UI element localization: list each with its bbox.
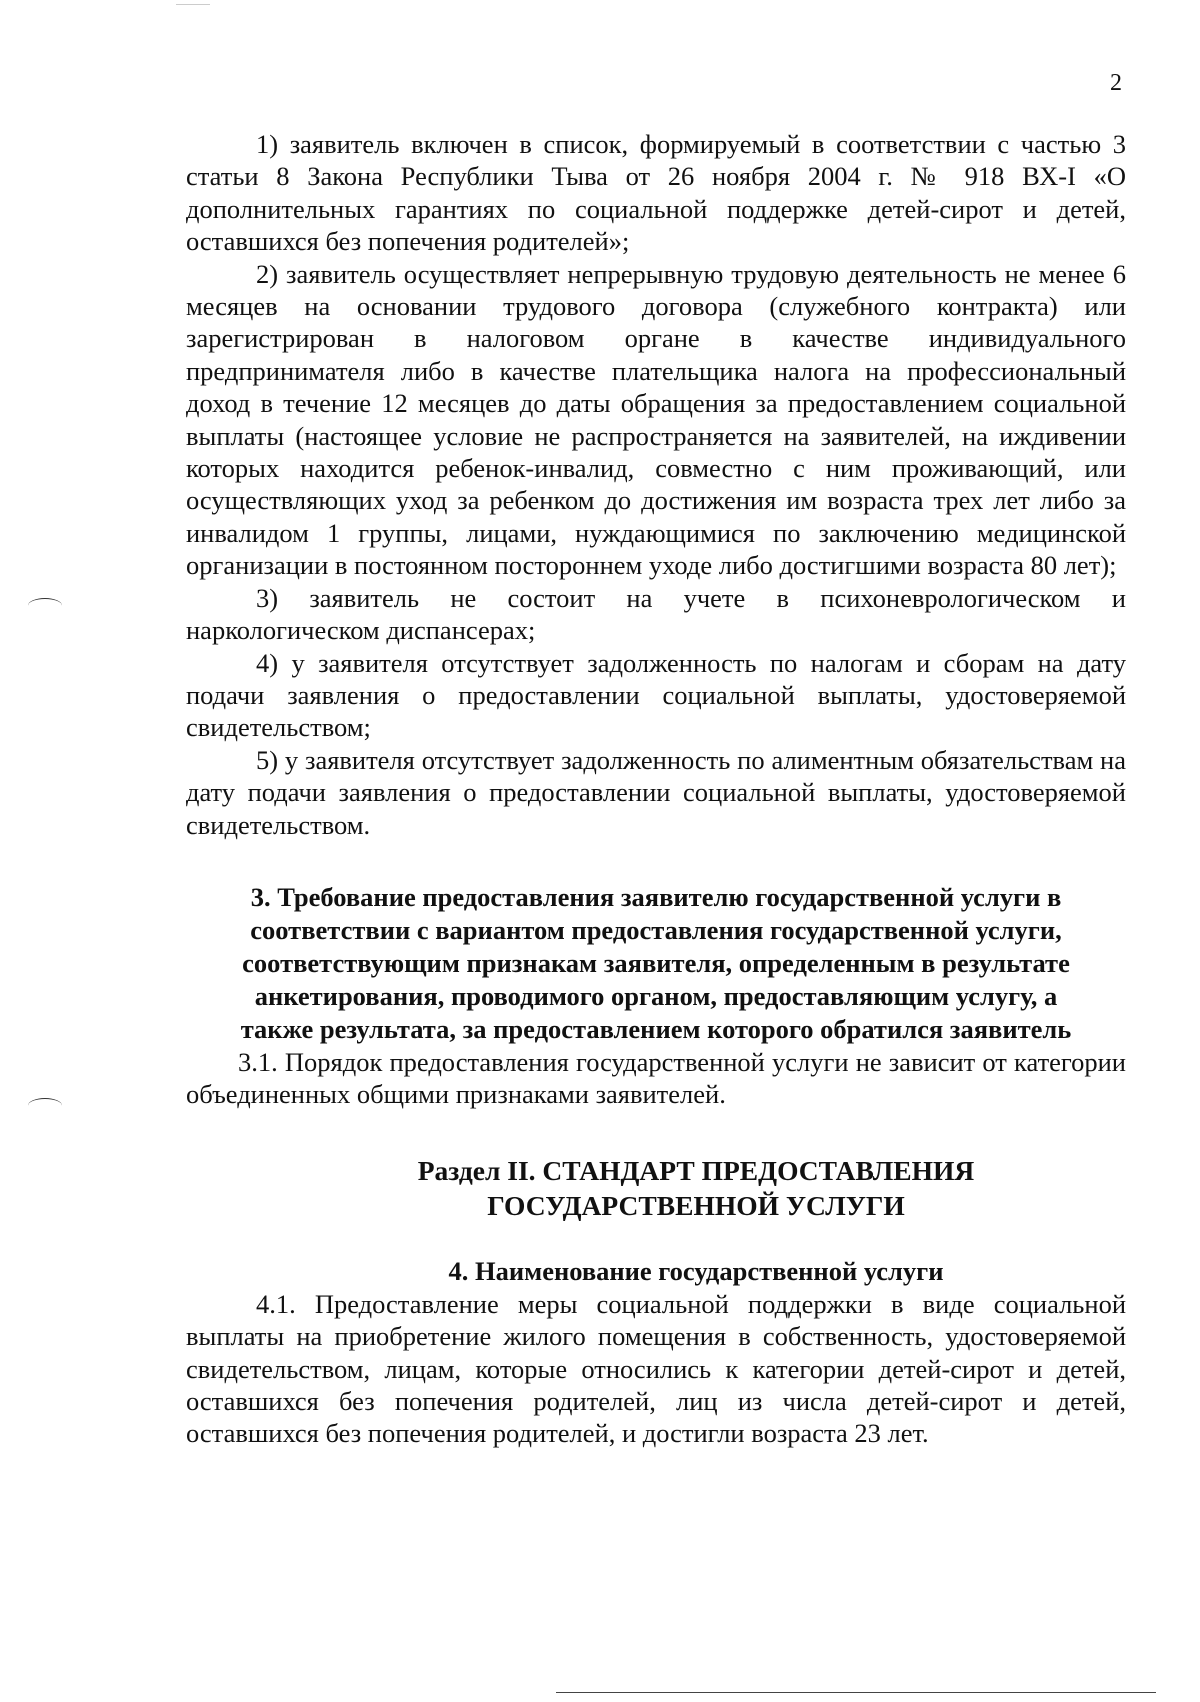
list-item-2: 2) заявитель осуществляет непрерывную трудовую деятельность не менее 6 месяцев на основании трудового договора (служебного контракта) или зарегистрирован в налоговом органе в качестве индивидуального предпринимателя либо в качестве плательщика налога на профессиональный доход в течение 12 месяцев до даты обращения за предоставлением социальной выплаты (настоящее условие не распространяется на заявителей, на иждивении которых находится ребенок-инвалид, совместно с ним проживающий, или осуществляющих уход за ребенком до достижения им возраста трех лет либо за инвалидом 1 группы, лицами, нуждающимися по заключению медицинской организации в постоянном постороннем уходе либо достигшими возраста 80 лет); (186, 258, 1126, 581)
section-3-heading-line: анкетирования, проводимого органом, предоставляющим услугу, а (254, 980, 1058, 1011)
scan-artifact (176, 4, 210, 5)
section-3-heading-line: соответствии с вариантом предоставления государственной услуги, (250, 914, 1062, 945)
section-3-heading (186, 881, 1126, 1046)
list-item-1: 1) заявитель включен в список, формируемый в соответствии с частью 3 статьи 8 Закона Республики Тыва от 26 ноября 2004 г. № 918 ВХ-I «О дополнительных гарантиях по социальной поддержке детей-сирот и детей, оставшихся без попечения родителей»; (186, 129, 1126, 257)
list-item-5: 5) у заявителя отсутствует задолженность по алиментным обязательствам на дату подачи заявления о предоставлении социальной выплаты, удостоверяемой свидетельством. (186, 744, 1126, 840)
list-item-4: 4) у заявителя отсутствует задолженность по налогам и сборам на дату подачи заявления о предоставлении социальной выплаты, удостоверяемой свидетельством; (186, 647, 1126, 743)
margin-mark (28, 1098, 62, 1113)
paragraph-3-1: 3.1. Порядок предоставления государственной услуги не зависит от категории объединенных общими признаками заявителей. (186, 1046, 1126, 1110)
document-body (186, 128, 1126, 1450)
section-3-heading-line: 3. Требование предоставления заявителю государственной услуги в (250, 881, 1062, 912)
section-ii-heading-line: ГОСУДАРСТВЕННОЙ УСЛУГИ (487, 1189, 905, 1221)
page-number: 2 (1110, 70, 1122, 96)
section-ii-heading-line: Раздел II. СТАНДАРТ ПРЕДОСТАВЛЕНИЯ (417, 1154, 975, 1186)
footer-rule (556, 1692, 1156, 1693)
list-item-3: 3) заявитель не состоит на учете в психоневрологическом и наркологическом диспансерах; (186, 582, 1126, 646)
section-3-heading-line: также результата, за предоставлением которого обратился заявитель (240, 1013, 1072, 1044)
section-3-heading-line: соответствующим признакам заявителя, определенным в результате (242, 947, 1070, 978)
section-ii-heading (186, 1153, 1126, 1223)
paragraph-4-1: 4.1. Предоставление меры социальной поддержки в виде социальной выплаты на приобретение жилого помещения в собственность, удостоверяемой свидетельством, лицам, которые относились к категории детей-сирот и детей, оставшихся без попечения родителей, лиц из числа детей-сирот и детей, оставшихся без попечения родителей, и достигли возраста 23 лет. (186, 1288, 1126, 1449)
margin-mark (28, 598, 62, 613)
section-4-heading: 4. Наименование государственной услуги (448, 1255, 944, 1286)
